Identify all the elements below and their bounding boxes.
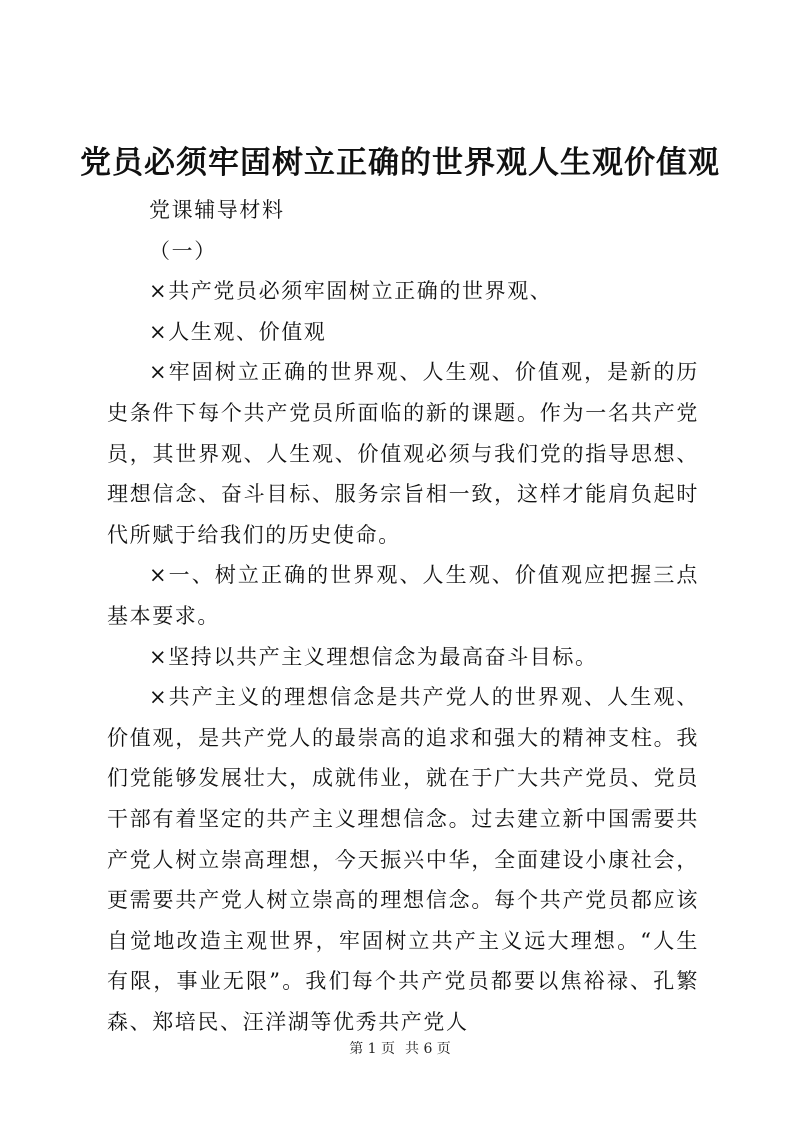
- paragraph-section-number: （一）: [149, 238, 217, 263]
- paragraph-ideals: ×共产主义的理想信念是共产党人的世界观、人生观、价值观，是共产党人的最崇高的追求和强大的精神支柱。我们党能够发展壮大，成就伟业，就在于广大共产党员、党员干部有着坚定的共产主义理想信念。过去建立新中国需要共产党人树立崇高理想，今天振兴中华，全面建设小康社会，更需要共产党人树立崇高的理想信念。每个共产党员都应该自觉地改造主观世界，牢固树立共产主义远大理想。“人生有限，事业无限”。我们每个共产党员都要以焦裕禄、孔繁森、郑培民、汪洋湖等优秀共产党人: [107, 685, 699, 1034]
- page-total: 共 6 页: [405, 1041, 451, 1057]
- paragraph-requirements-heading: ×一、树立正确的世界观、人生观、价值观应把握三点基本要求。: [107, 563, 699, 628]
- paragraph-heading-2: ×人生观、价值观: [149, 319, 327, 344]
- paragraph-goal-heading: ×坚持以共产主义理想信念为最高奋斗目标。: [149, 644, 598, 669]
- page-number: 第 1 页: [349, 1041, 395, 1057]
- page-footer: [0, 1039, 800, 1059]
- document-body: [107, 190, 699, 1042]
- paragraph-subtitle: 党课辅导材料: [149, 198, 285, 222]
- paragraph-intro: ×牢固树立正确的世界观、人生观、价值观，是新的历史条件下每个共产党员所面临的新的课题。作为一名共产党员，其世界观、人生观、价值观必须与我们党的指导思想、理想信念、奋斗目标、服务宗旨相一致，这样才能肩负起时代所赋于给我们的历史使命。: [107, 360, 699, 547]
- paragraph-heading-1: ×共产党员必须牢固树立正确的世界观、: [149, 279, 553, 304]
- document-title: 党员必须牢固树立正确的世界观人生观价值观: [80, 145, 720, 181]
